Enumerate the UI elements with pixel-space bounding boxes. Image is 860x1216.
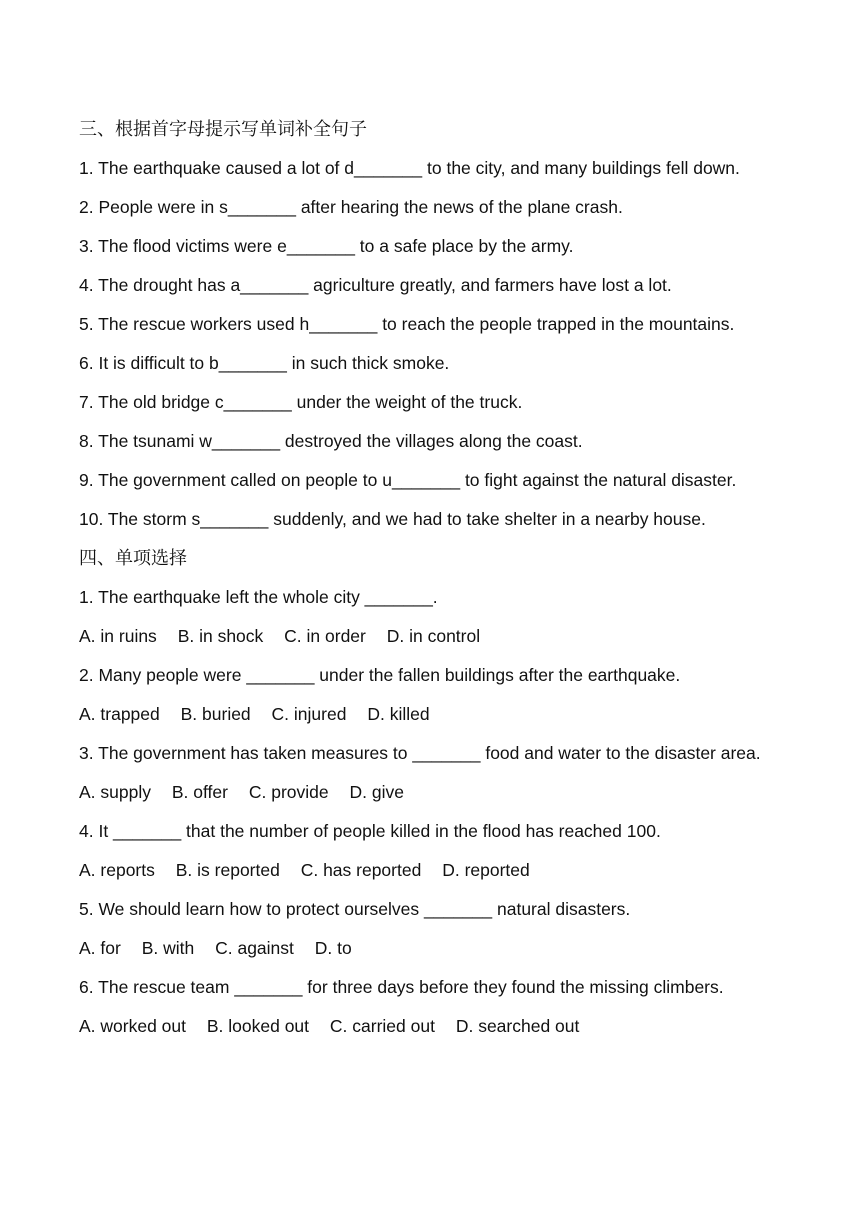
question-1-option-a: A. in ruins (79, 626, 157, 646)
question-4-options (79, 851, 785, 890)
fill-in-item-10: 10. The storm s_______ suddenly, and we had to take shelter in a nearby house. (79, 509, 706, 529)
fill-in-item-4: 4. The drought has a_______ agriculture greatly, and farmers have lost a lot. (79, 275, 672, 295)
fill-in-item-1: 1. The earthquake caused a lot of d_______ to the city, and many buildings fell down. (79, 158, 740, 178)
question-5-option-a: A. for (79, 938, 121, 958)
question-1-option-c: C. in order (284, 626, 366, 646)
fill-in-item-6: 6. It is difficult to b_______ in such thick smoke. (79, 353, 450, 373)
question-3-option-d: D. give (349, 782, 404, 802)
question-3-options (79, 773, 785, 812)
fill-in-item-2: 2. People were in s_______ after hearing the news of the plane crash. (79, 197, 623, 217)
question-2-option-c: C. injured (271, 704, 347, 724)
question-1-options (79, 617, 785, 656)
question-5-option-b: B. with (141, 938, 195, 958)
question-2-option-b: B. buried (180, 704, 251, 724)
question-4-option-a: A. reports (79, 860, 155, 880)
question-6-option-b: B. looked out (206, 1016, 310, 1036)
question-5-options (79, 929, 785, 968)
question-6-options (79, 1007, 785, 1046)
question-5-option-d: D. to (314, 938, 352, 958)
fill-in-item-8: 8. The tsunami w_______ destroyed the villages along the coast. (79, 431, 583, 451)
question-5-option-c: C. against (215, 938, 294, 958)
question-3-option-a: A. supply (79, 782, 151, 802)
question-4-option-d: D. reported (442, 860, 530, 880)
question-4-option-c: C. has reported (300, 860, 422, 880)
question-4-option-b: B. is reported (175, 860, 280, 880)
question-2-option-a: A. trapped (79, 704, 160, 724)
section-4-heading: 四、单项选择 (79, 548, 187, 569)
fill-in-item-3: 3. The flood victims were e_______ to a safe place by the army. (79, 236, 574, 256)
question-3-option-b: B. offer (171, 782, 228, 802)
fill-in-item-5: 5. The rescue workers used h_______ to reach the people trapped in the mountains. (79, 314, 735, 334)
question-1-option-d: D. in control (386, 626, 481, 646)
worksheet-content (79, 110, 785, 1046)
question-6-option-a: A. worked out (79, 1016, 186, 1036)
fill-in-item-7: 7. The old bridge c_______ under the weight of the truck. (79, 392, 523, 412)
fill-in-item-9: 9. The government called on people to u_______ to fight against the natural disaster. (79, 470, 737, 490)
question-1-stem: 1. The earthquake left the whole city _______. (79, 587, 438, 607)
question-2-option-d: D. killed (367, 704, 430, 724)
question-2-stem: 2. Many people were _______ under the fallen buildings after the earthquake. (79, 665, 681, 685)
question-3-option-c: C. provide (248, 782, 329, 802)
question-6-option-c: C. carried out (329, 1016, 435, 1036)
question-4-stem: 4. It _______ that the number of people killed in the flood has reached 100. (79, 821, 661, 841)
section-3-heading: 三、根据首字母提示写单词补全句子 (79, 119, 367, 140)
question-1-option-b: B. in shock (177, 626, 264, 646)
question-2-options (79, 695, 785, 734)
question-6-option-d: D. searched out (455, 1016, 580, 1036)
question-3-stem: 3. The government has taken measures to _______ food and water to the disaster area. (79, 743, 761, 763)
question-5-stem: 5. We should learn how to protect ourselves _______ natural disasters. (79, 899, 631, 919)
question-6-stem: 6. The rescue team _______ for three days before they found the missing climbers. (79, 977, 724, 997)
